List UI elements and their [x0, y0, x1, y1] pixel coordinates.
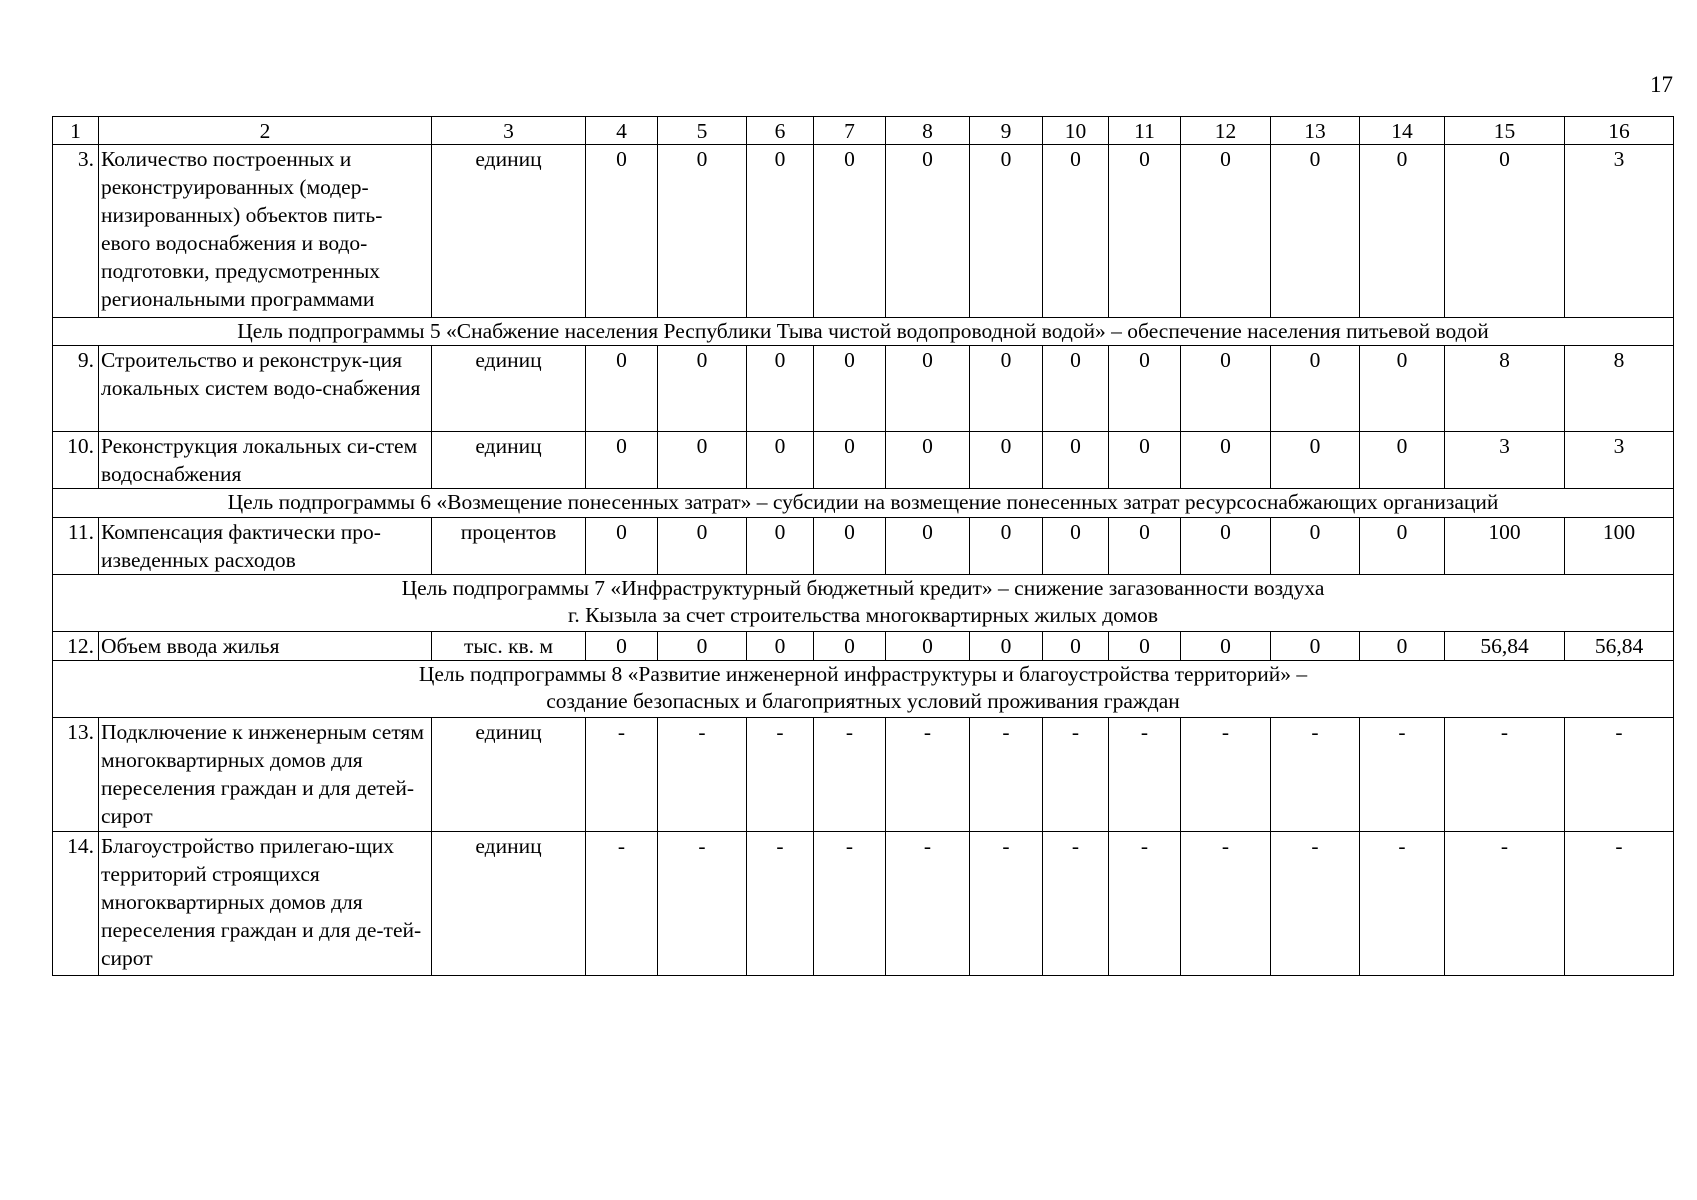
value-cell: -: [814, 718, 886, 832]
unit-cell: единиц: [432, 432, 586, 489]
table-row: [53, 432, 1674, 489]
value-cell: 8: [1565, 346, 1674, 432]
header-cell: 3: [432, 117, 586, 145]
value-cell: 0: [1109, 432, 1181, 489]
header-row: [53, 117, 1674, 145]
goal-text: Цель подпрограммы 8 «Развитие инженерной инфраструктуры и благоустройства территорий» – создание безопасных и благоприятных условий проживания граждан: [53, 661, 1674, 718]
value-cell: 0: [586, 632, 658, 661]
value-cell: 0: [658, 145, 747, 318]
header-cell: 5: [658, 117, 747, 145]
value-cell: 0: [747, 518, 814, 575]
row-number: 9.: [53, 346, 99, 432]
value-cell: 0: [970, 632, 1043, 661]
header-cell: 15: [1445, 117, 1565, 145]
goal-text: Цель подпрограммы 5 «Снабжение населения Республики Тыва чистой водопроводной водой» – обеспечение населения питьевой водой: [53, 318, 1674, 346]
indicator-name: Реконструкция локальных си-стем водоснабжения: [99, 432, 432, 489]
value-cell: 0: [970, 346, 1043, 432]
value-cell: 0: [1109, 632, 1181, 661]
value-cell: -: [1565, 832, 1674, 976]
value-cell: -: [1360, 718, 1445, 832]
value-cell: 0: [1043, 632, 1109, 661]
header-cell: 11: [1109, 117, 1181, 145]
value-cell: 0: [886, 632, 970, 661]
header-cell: 6: [747, 117, 814, 145]
indicators-table: [52, 116, 1674, 976]
table-row: [53, 632, 1674, 661]
header-cell: 16: [1565, 117, 1674, 145]
row-number: 14.: [53, 832, 99, 976]
value-cell: 8: [1445, 346, 1565, 432]
value-cell: -: [1109, 832, 1181, 976]
value-cell: -: [747, 832, 814, 976]
indicator-name: Количество построенных и реконструированных (модер-низированных) объектов пить-евого водоснабжения и водо-подготовки, предусмотренных региональными программами: [99, 145, 432, 318]
value-cell: 0: [814, 432, 886, 489]
value-cell: -: [970, 832, 1043, 976]
value-cell: -: [747, 718, 814, 832]
unit-cell: тыс. кв. м: [432, 632, 586, 661]
page-number: 17: [1650, 72, 1673, 97]
value-cell: 3: [1445, 432, 1565, 489]
value-cell: 0: [747, 346, 814, 432]
table-row: [53, 518, 1674, 575]
value-cell: 0: [814, 346, 886, 432]
value-cell: 0: [1043, 432, 1109, 489]
row-number: 12.: [53, 632, 99, 661]
value-cell: -: [1271, 832, 1360, 976]
value-cell: 0: [1271, 145, 1360, 318]
value-cell: 0: [970, 145, 1043, 318]
value-cell: 0: [1043, 346, 1109, 432]
value-cell: 0: [1043, 145, 1109, 318]
unit-cell: процентов: [432, 518, 586, 575]
value-cell: 0: [586, 145, 658, 318]
value-cell: 0: [886, 145, 970, 318]
value-cell: 0: [1445, 145, 1565, 318]
goal-row: [53, 318, 1674, 346]
value-cell: 3: [1565, 145, 1674, 318]
header-cell: 2: [99, 117, 432, 145]
indicator-name: Компенсация фактически про-изведенных расходов: [99, 518, 432, 575]
table-row: [53, 718, 1674, 832]
value-cell: 0: [658, 432, 747, 489]
value-cell: 0: [1181, 145, 1271, 318]
value-cell: 0: [1181, 346, 1271, 432]
unit-cell: единиц: [432, 346, 586, 432]
header-cell: 10: [1043, 117, 1109, 145]
value-cell: 0: [747, 632, 814, 661]
value-cell: -: [1043, 832, 1109, 976]
value-cell: 0: [658, 518, 747, 575]
value-cell: 0: [1271, 346, 1360, 432]
value-cell: -: [886, 832, 970, 976]
row-number: 3.: [53, 145, 99, 318]
value-cell: -: [1043, 718, 1109, 832]
value-cell: 0: [586, 346, 658, 432]
value-cell: -: [586, 718, 658, 832]
value-cell: -: [658, 718, 747, 832]
indicator-name: Подключение к инженерным сетям многоквартирных домов для переселения граждан и для детей-сирот: [99, 718, 432, 832]
value-cell: 0: [1181, 518, 1271, 575]
header-cell: 9: [970, 117, 1043, 145]
goal-text: Цель подпрограммы 6 «Возмещение понесенных затрат» – субсидии на возмещение понесенных затрат ресурсоснабжающих организаций: [53, 489, 1674, 518]
value-cell: 0: [1181, 432, 1271, 489]
goal-text: Цель подпрограммы 7 «Инфраструктурный бюджетный кредит» – снижение загазованности воздуха г. Кызыла за счет строительства многоквартирных жилых домов: [53, 575, 1674, 632]
value-cell: 0: [586, 432, 658, 489]
value-cell: -: [1109, 718, 1181, 832]
value-cell: 0: [814, 145, 886, 318]
indicator-name: Строительство и реконструк-ция локальных систем водо-снабжения: [99, 346, 432, 432]
value-cell: 56,84: [1445, 632, 1565, 661]
value-cell: 0: [1271, 632, 1360, 661]
value-cell: 0: [1109, 145, 1181, 318]
value-cell: 0: [814, 632, 886, 661]
value-cell: -: [814, 832, 886, 976]
indicator-name: Благоустройство прилегаю-щих территорий строящихся многоквартирных домов для переселения граждан и для де-тей-сирот: [99, 832, 432, 976]
value-cell: 0: [970, 432, 1043, 489]
value-cell: 0: [1360, 145, 1445, 318]
value-cell: -: [1271, 718, 1360, 832]
value-cell: 0: [1360, 518, 1445, 575]
value-cell: 56,84: [1565, 632, 1674, 661]
value-cell: 0: [814, 518, 886, 575]
goal-row: [53, 575, 1674, 632]
value-cell: -: [1445, 718, 1565, 832]
value-cell: 0: [658, 632, 747, 661]
header-cell: 4: [586, 117, 658, 145]
unit-cell: единиц: [432, 145, 586, 318]
value-cell: 0: [747, 145, 814, 318]
value-cell: 0: [1360, 632, 1445, 661]
value-cell: 0: [1109, 518, 1181, 575]
value-cell: 0: [1181, 632, 1271, 661]
goal-row: [53, 661, 1674, 718]
value-cell: 0: [1360, 432, 1445, 489]
value-cell: -: [1565, 718, 1674, 832]
unit-cell: единиц: [432, 832, 586, 976]
table-row: [53, 832, 1674, 976]
header-cell: 13: [1271, 117, 1360, 145]
value-cell: -: [658, 832, 747, 976]
header-cell: 14: [1360, 117, 1445, 145]
value-cell: -: [886, 718, 970, 832]
header-cell: 7: [814, 117, 886, 145]
value-cell: 0: [586, 518, 658, 575]
value-cell: 0: [886, 432, 970, 489]
value-cell: 0: [886, 346, 970, 432]
value-cell: 0: [1360, 346, 1445, 432]
value-cell: 100: [1565, 518, 1674, 575]
value-cell: 0: [886, 518, 970, 575]
table-row: [53, 145, 1674, 318]
table-row: [53, 346, 1674, 432]
row-number: 10.: [53, 432, 99, 489]
indicator-name: Объем ввода жилья: [99, 632, 432, 661]
value-cell: -: [1360, 832, 1445, 976]
value-cell: 3: [1565, 432, 1674, 489]
goal-row: [53, 489, 1674, 518]
value-cell: 0: [1043, 518, 1109, 575]
value-cell: -: [1181, 832, 1271, 976]
value-cell: 0: [658, 346, 747, 432]
header-cell: 8: [886, 117, 970, 145]
row-number: 11.: [53, 518, 99, 575]
unit-cell: единиц: [432, 718, 586, 832]
value-cell: 0: [1271, 432, 1360, 489]
value-cell: 100: [1445, 518, 1565, 575]
value-cell: 0: [970, 518, 1043, 575]
value-cell: -: [1445, 832, 1565, 976]
value-cell: -: [1181, 718, 1271, 832]
value-cell: 0: [747, 432, 814, 489]
value-cell: -: [586, 832, 658, 976]
header-cell: 12: [1181, 117, 1271, 145]
row-number: 13.: [53, 718, 99, 832]
value-cell: 0: [1109, 346, 1181, 432]
value-cell: 0: [1271, 518, 1360, 575]
value-cell: -: [970, 718, 1043, 832]
header-cell: 1: [53, 117, 99, 145]
